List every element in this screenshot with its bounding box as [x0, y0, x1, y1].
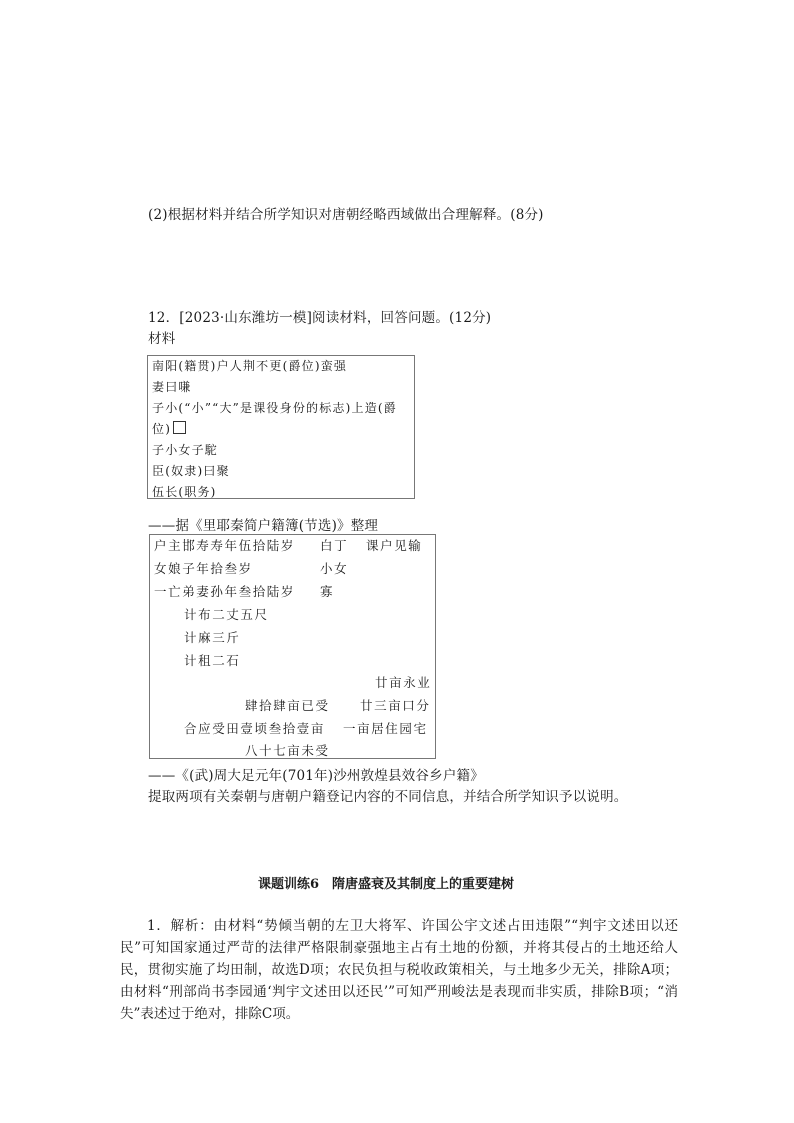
register-line: 廿三亩口分: [360, 698, 431, 713]
source-citation-tang: ——《(武)周大足元年(701年)沙州敦煌县效谷乡户籍》: [148, 768, 484, 784]
register-line: 臣(奴隶)曰聚: [152, 464, 230, 478]
register-line: 八十七亩未受: [245, 743, 330, 758]
register-line: 计麻三斤: [184, 630, 241, 645]
register-line: 妻曰嗛: [152, 380, 192, 394]
register-line: 女娘子年拾叁岁: [154, 561, 253, 576]
register-line: 计布二丈五尺: [184, 607, 269, 622]
answer-explanation-1: 1．解析：由材料“势倾当朝的左卫大将军、许国公宇文述占田违限”“判宇文述田以还民”可知国家通过严苛的法律严格限制豪强地主占有土地的份额，并将其侵占的土地还给人民，贯彻实施了均田制，故选D项；农民负担与税收政策相关，与土地多少无关，排除A项；由材料“刑部尚书李园通‘判宇文述田以还民’”可知严刑峻法是表现而非实质，排除B项；“消失”表述过于绝对，排除C项。: [120, 918, 678, 1022]
register-line: 小女: [320, 561, 349, 576]
question-12-prompt: 提取两项有关秦朝与唐朝户籍登记内容的不同信息，并结合所学知识予以说明。: [148, 789, 628, 805]
register-line: 廿亩永业: [375, 675, 432, 690]
tang-household-register-box: [149, 534, 436, 759]
answer-section-title: 课题训练6 隋唐盛衰及其制度上的重要建树: [258, 877, 515, 892]
source-citation-qin: ——据《里耶秦简户籍簿(节选)》整理: [148, 518, 379, 534]
question-2: (2)根据材料并结合所学知识对唐朝经略西域做出合理解释。(8分): [148, 207, 544, 223]
question-12-heading: 12．[2023·山东潍坊一模]阅读材料，回答问题。(12分): [148, 310, 492, 326]
register-line: 合应受田壹顷叁拾壹亩: [184, 721, 326, 736]
register-line: 一亡弟妻孙年叁拾陆岁: [154, 584, 296, 599]
register-line: 子小女子駝: [152, 443, 219, 457]
qin-household-register-box: [147, 355, 415, 499]
register-line: 寡: [320, 584, 335, 599]
register-line: 子小(“小”“大”是课役身份的标志)上造(爵: [152, 401, 397, 415]
missing-character-box: [173, 421, 186, 434]
register-line: 户主邯寿寿年伍拾陆岁: [154, 538, 296, 553]
register-line: 位): [152, 420, 186, 437]
register-line: 课户见输: [366, 538, 423, 553]
register-line: 肆拾肆亩已受: [245, 698, 330, 713]
register-line: 白丁: [320, 538, 349, 553]
register-line: 南阳(籍贯)户人荆不更(爵位)蛮强: [152, 359, 348, 373]
register-line: 计租二石: [184, 653, 241, 668]
material-label: 材料: [148, 331, 176, 347]
register-line: 伍长(职务): [152, 485, 217, 499]
register-line: 一亩居住园宅: [343, 721, 428, 736]
